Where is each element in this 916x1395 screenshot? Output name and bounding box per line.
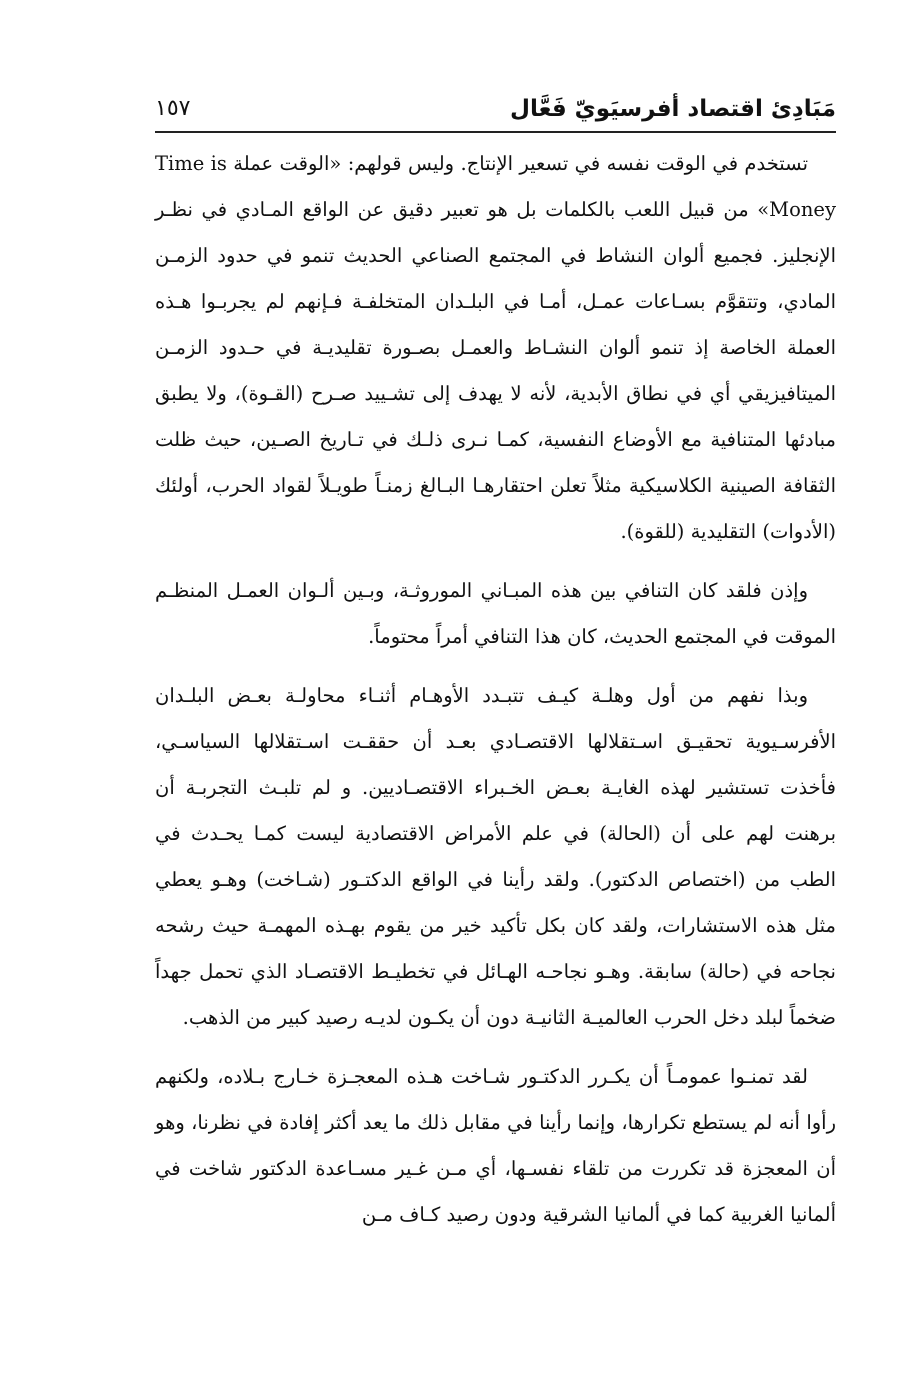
running-head [155,86,836,126]
english-phrase: Time is Money [155,152,836,221]
body-text [155,141,836,1238]
paragraph-2: وإذن فلقد كان التنافي بين هذه المبـاني الموروثـة، وبـين ألـوان العمـل المنظـم الموقت في المجتمع الحديث، كان هذا التنافي أمراً محتوماً. [155,579,836,648]
paragraph-1-rest: » من قبيل اللعب بالكلمات بل هو تعبير دقيق عن الواقع المـادي في نظـر الإنجليز. فجميع ألوان النشاط في المجتمع الصناعي الحديث تنمو في حدود الزمـن المادي، وتتقوَّم بسـاعات عمـل، أمـا في البلـدان المتخلفـة فـإنهم لم يجربـوا هـذه العملة الخاصة إذ تنمو ألوان النشـاط والعمـل بصـورة تقليديـة في حـدود الزمـن الميتافيزيقي أي في نطاق الأبدية، لأنه لا يهدف إلى تشـييد صـرح (القـوة)، ولا يطبق مبادئها المتنافية مع الأوضاع النفسية، كمـا نـرى ذلـك في تـاريخ الصـين، حيث ظلت الثقافة الصينية الكلاسيكية مثلاً تعلن احتقارهـا البـالغ زمنـاً طويـلاً لقواد الحرب، أولئك (الأدوات) التقليدية (للقوة). [155,198,836,543]
paragraph-1 [155,141,836,555]
paragraph-1-start: تستخدم في الوقت نفسه في تسعير الإنتاج. وليس قولهم: «الوقت عملة [226,152,808,175]
page-number: ١٥٧ [155,96,191,121]
header-rule [155,131,836,133]
paragraph-3: وبذا نفهم من أول وهلـة كيـف تتبـدد الأوهـام أثنـاء محاولـة بعـض البلـدان الأفرسـيوية تحقيـق اسـتقلالها الاقتصـادي بعـد أن حققـت اسـتقلالها السياسـي، فأخذت تستشير لهذه الغايـة بعـض الخـبراء الاقتصـاديين. و لم تلبـث التجربـة أن برهنت لهم على أن (الحالة) في علم الأمراض الاقتصادية ليست كمـا يحـدث في الطب من (اختصاص الدكتور). ولقد رأينا في الواقع الدكتـور (شـاخت) وهـو يعطي مثل هذه الاستشارات، ولقد كان بكل تأكيد خير من يقوم بهـذه المهمـة حيث رشحه نجاحه في (حالة) سابقة. وهـو نجاحـه الهـائل في تخطيـط الاقتصـاد الذي تحمل جهداً ضخماً لبلد دخل الحرب العالميـة الثانيـة دون أن يكـون لديـه رصيد كبير من الذهب. [155,684,836,1029]
paragraph-4: لقد تمنـوا عمومـاً أن يكـرر الدكتـور شـاخت هـذه المعجـزة خـارج بـلاده، ولكنهم رأوا أنه لم يستطع تكرارها، وإنما رأينا في مقابل ذلك ما يعد أكثر إفادة في نظرنا، وهو أن المعجزة قد تكررت من تلقاء نفسـها، أي مـن غـير مسـاعدة الدكتور شاخت في ألمانيا الغربية كما في ألمانيا الشرقية ودون رصيد كـاف مـن [155,1065,836,1226]
running-head-title: مَبَادِئ اقتصاد أفرسيَويّ فَعَّال [510,96,836,122]
